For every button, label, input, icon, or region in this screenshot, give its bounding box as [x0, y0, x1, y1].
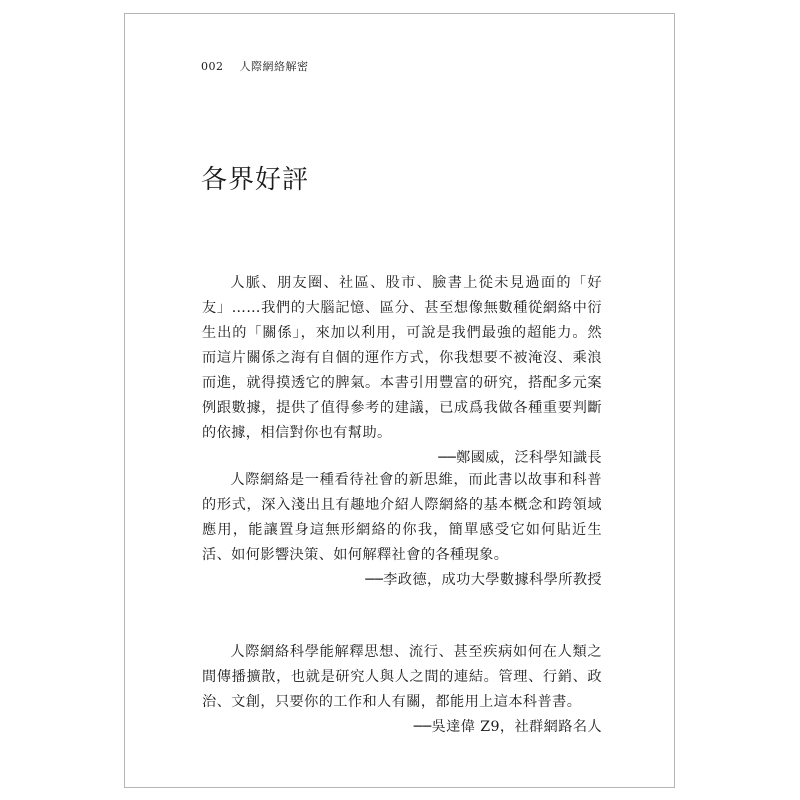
- review-attribution: ──李政德，成功大學數據科學所教授: [365, 572, 602, 588]
- review-block: [202, 271, 602, 471]
- review-text: 人脈、朋友圈、社區、股市、臉書上從未見過面的「好友」……我們的大腦記憶、區分、甚至想像無數種從網絡中衍生出的「關係」，來加以利用，可說是我們最強的超能力。然而這片關係之海有自個的運作方式，你我想要不被淹沒、乘浪而進，就得摸透它的脾氣。本書引用豐富的研究，搭配多元案例跟數據，提供了值得參考的建議，已成爲我做各種重要判斷的依據，相信對你也有幫助。: [202, 275, 602, 441]
- review-attribution: ──鄭國威，泛科學知識長: [438, 450, 602, 466]
- page-title: 各界好評: [201, 165, 310, 196]
- review-text: 人際網絡是一種看待社會的新思維，而此書以故事和科普的形式，深入淺出且有趣地介紹人際網絡的基本概念和跨領域應用，能讓置身這無形網絡的你我，簡單感受它如何貼近生活、如何影響決策、如何解釋社會的各種現象。: [202, 472, 602, 563]
- review-block: [202, 468, 602, 593]
- page-number: 002: [201, 60, 224, 73]
- running-header: [201, 58, 309, 74]
- book-page: [124, 13, 675, 788]
- review-text: 人際網絡科學能解釋思想、流行、甚至疾病如何在人類之間傳播擴散，也就是研究人與人之間的連結。管理、行銷、政治、文創，只要你的工作和人有關，都能用上這本科普書。: [202, 644, 602, 710]
- review-block: [202, 640, 602, 740]
- review-attribution: ──吳達偉 Z9，社群網路名人: [413, 719, 602, 735]
- book-title: 人際網絡解密: [239, 60, 309, 73]
